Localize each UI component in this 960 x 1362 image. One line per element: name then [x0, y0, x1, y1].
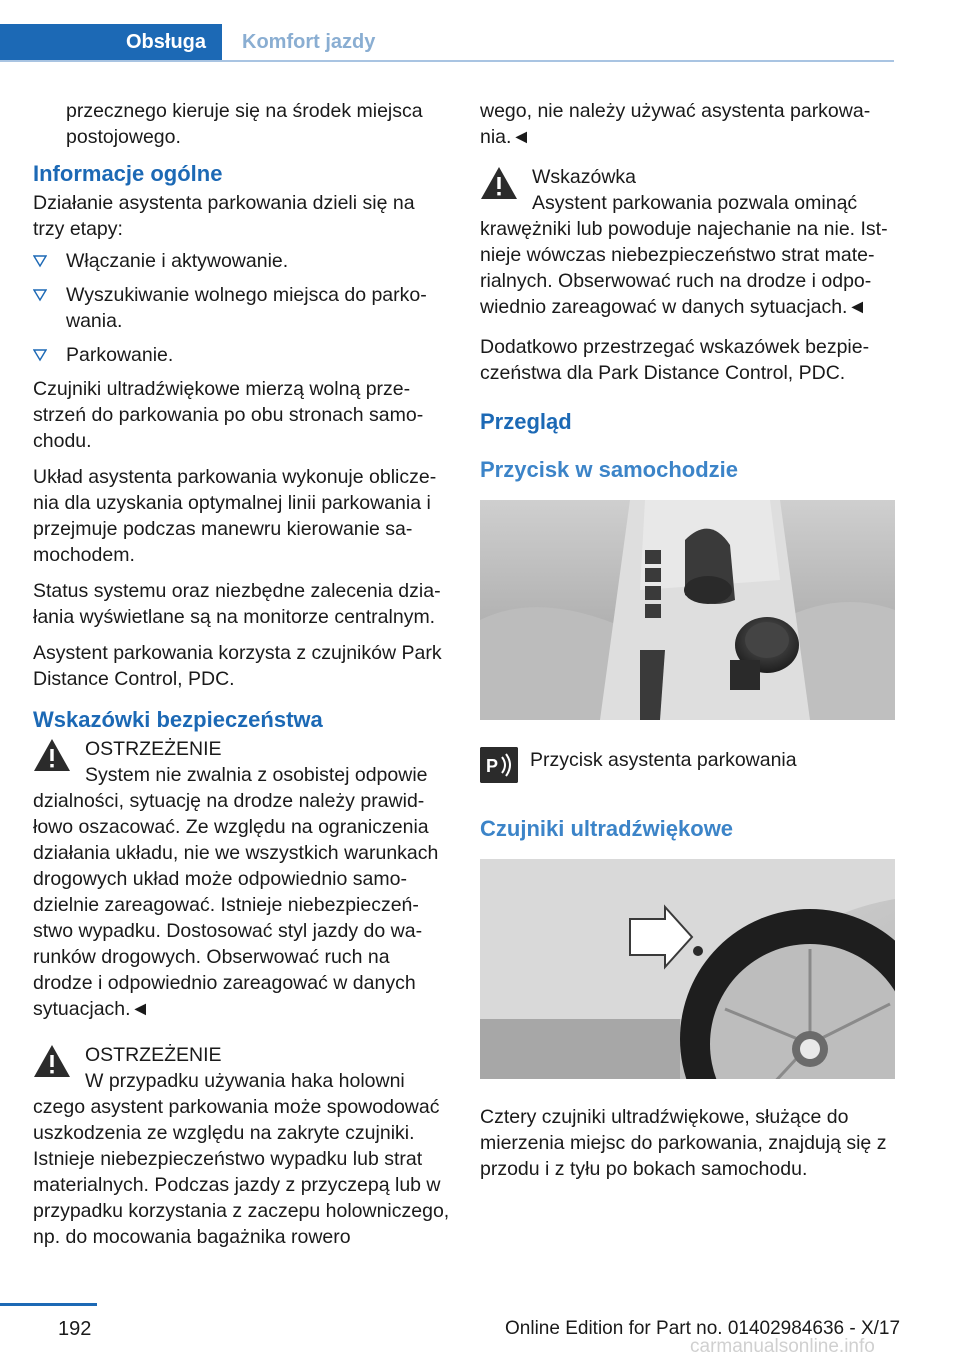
paragraph-status: Status systemu oraz niezbędne zalecenia działania wyświetlane są na monitorze centralnym.: [33, 580, 441, 628]
continued-text: przecznego kieruje się na środek miejsca postojowego.: [66, 100, 423, 148]
section-intro: Działanie asystenta parkowania dzieli się na trzy etapy:: [33, 192, 415, 240]
section-title-informacje: Informacje ogólne: [33, 161, 223, 186]
triangle-bullet-icon: [33, 254, 47, 268]
tab-obsluga[interactable]: Obsługa: [0, 24, 222, 60]
header-divider: [0, 60, 894, 62]
button-caption-row: [480, 745, 895, 785]
warning-block-2: [33, 1042, 451, 1250]
button-caption: Przycisk asystenta parkowania: [530, 749, 797, 771]
warning-first-line: System nie zwalnia z osobistej odpowie: [85, 764, 428, 786]
warning-text: czego asystent parkowania może spowodować uszkodzenia ze względu na zakryte czujniki. Istnieje niebezpieczeństwo wypadku lub strat materialnych. Podczas jazdy z przyczepą lub w przypadku korzystania z zaczepu holowniczego, np. do mocowania bagażnika rowero: [33, 1096, 450, 1248]
note-first-line: Asystent parkowania pozwala ominąć: [532, 192, 858, 214]
header-tabs: [0, 0, 894, 62]
paragraph-calculation: Układ asystenta parkowania wykonuje obliczenia dla uzyskania optymalnej linii parkowania i przejmuje podczas manewru kierowanie samochodem.: [33, 466, 437, 566]
note-block: [480, 164, 895, 320]
console-photo: [480, 500, 895, 720]
paragraph-pdc-safety: Dodatkowo przestrzegać wskazówek bezpieczeństwa dla Park Distance Control, PDC.: [480, 336, 870, 384]
triangle-bullet-icon: [33, 348, 47, 362]
subsection-title-button: Przycisk w samochodzie: [480, 457, 738, 482]
list-item: Włączanie i aktywowanie.: [33, 248, 451, 274]
left-column: [33, 98, 451, 1260]
tab-komfort-jazdy[interactable]: Komfort jazdy: [242, 30, 376, 53]
warning-triangle-icon: [33, 1044, 71, 1078]
parking-assist-icon: [480, 747, 518, 783]
note-text: krawężniki lub powoduje najechanie na nie. Istnieje wówczas niebezpieczeństwo strat materialnych. Obserwować ruch na drodze i odpowiednio zareagować w danych sytuacjach.◄: [480, 218, 888, 318]
warning-title: OSTRZEŻENIE: [85, 1044, 222, 1066]
warning-triangle-icon: [480, 166, 518, 200]
warning-block-1: [33, 736, 451, 1022]
warning-triangle-icon: [33, 738, 71, 772]
triangle-bullet-icon: [33, 288, 47, 302]
list-item: Wyszukiwanie wolnego miejsca do parkowania.: [33, 282, 451, 334]
warning-first-line: W przypadku używania haka holowni: [85, 1070, 405, 1092]
continued-text: wego, nie należy używać asystenta parkowania.◄: [480, 100, 871, 148]
watermark: carmanualsonline.info: [690, 1336, 875, 1357]
page-number: 192: [58, 1318, 92, 1340]
right-column: [480, 98, 895, 1192]
note-title: Wskazówka: [532, 166, 637, 188]
warning-title: OSTRZEŻENIE: [85, 738, 222, 760]
sensors-caption: Cztery czujniki ultradźwiękowe, służące do mierzenia miejsc do parkowania, znajdują się z przodu i z tyłu po bokach samochodu.: [480, 1106, 887, 1180]
paragraph-pdc: Asystent parkowania korzysta z czujników Park Distance Control, PDC.: [33, 642, 442, 690]
section-title-wskazowki: Wskazówki bezpieczeństwa: [33, 707, 323, 732]
svg-text:P: P: [486, 756, 499, 776]
stages-list: [33, 248, 451, 368]
section-title-przeglad: Przegląd: [480, 409, 572, 434]
warning-text: dzialności, sytuację na drodze należy prawidłowo oszacować. Ze względu na ograniczenia działania układu, nie we wszystkich warunkach drogowych układ może odpowiednio samodzielnie zareagować. Istnieje niebezpieczeństwo wypadku. Dostosować styl jazdy do warunków drogowych. Obserwować ruch na drodze i odpowiednio zareagować w danych sytuacjach.◄: [33, 790, 439, 1020]
subsection-title-sensors: Czujniki ultradźwiękowe: [480, 816, 734, 841]
footer-accent-line: [0, 1303, 97, 1306]
edition-text: Online Edition for Part no. 01402984636 - X/17: [505, 1318, 901, 1339]
paragraph-sensors: Czujniki ultradźwiękowe mierzą wolną przestrzeń do parkowania po obu stronach samochodu.: [33, 378, 424, 452]
list-item: Parkowanie.: [33, 342, 451, 368]
sensor-photo: [480, 859, 895, 1079]
